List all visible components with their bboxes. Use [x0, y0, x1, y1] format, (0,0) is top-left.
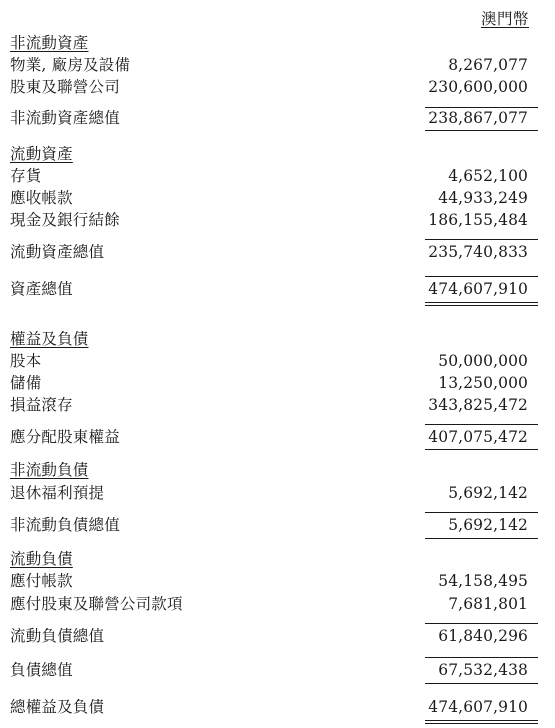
section-heading-non-current-liabilities	[0, 459, 555, 481]
line-item	[0, 165, 555, 187]
total-amount: 474,607,910	[428, 698, 528, 716]
line-item-label: 損益滾存	[10, 396, 73, 414]
line-item	[0, 394, 555, 416]
line-item-amount: 50,000,000	[438, 352, 528, 370]
subtotal-label: 應分配股東權益	[10, 428, 120, 446]
subtotal-rule	[425, 512, 538, 513]
line-item-label: 現金及銀行結餘	[10, 211, 120, 229]
total-label: 負債總值	[10, 661, 73, 679]
line-item-label: 應付帳款	[10, 572, 73, 590]
line-item-label: 股東及聯營公司	[10, 78, 120, 96]
total-amount: 67,532,438	[438, 661, 528, 679]
line-item-label: 存貨	[10, 167, 42, 185]
line-item-amount: 5,692,142	[448, 484, 528, 502]
line-item-amount: 13,250,000	[438, 374, 528, 392]
currency-header: 澳門幣	[480, 10, 529, 28]
total-amount: 474,607,910	[428, 280, 528, 298]
subtotal-non-current-assets	[0, 107, 555, 129]
line-item-label: 退休福利預提	[10, 484, 105, 502]
total-equity-and-liabilities	[0, 696, 555, 718]
line-item-amount: 8,267,077	[448, 56, 528, 74]
total-liabilities	[0, 659, 555, 681]
subtotal-amount: 238,867,077	[428, 109, 528, 127]
line-item-amount: 343,825,472	[428, 396, 528, 414]
section-heading-label: 權益及負債	[10, 330, 89, 348]
line-item-amount: 230,600,000	[428, 78, 528, 96]
total-label: 總權益及負債	[10, 698, 105, 716]
subtotal-amount: 61,840,296	[438, 627, 528, 645]
line-item-label: 儲備	[10, 374, 42, 392]
line-item	[0, 593, 555, 615]
subtotal-label: 流動負債總值	[10, 627, 105, 645]
subtotal-label: 非流動負債總值	[10, 516, 120, 534]
subtotal-underline	[425, 538, 538, 539]
total-underline	[425, 683, 538, 684]
subtotal-current-assets	[0, 241, 555, 263]
subtotal-underline	[425, 449, 538, 450]
line-item-amount: 54,158,495	[438, 572, 528, 590]
section-heading-label: 非流動資產	[10, 34, 89, 52]
subtotal-label: 流動資產總值	[10, 243, 105, 261]
line-item-label: 應收帳款	[10, 189, 73, 207]
line-item	[0, 54, 555, 76]
subtotal-rule	[425, 239, 538, 240]
line-item	[0, 187, 555, 209]
line-item	[0, 482, 555, 504]
line-item	[0, 372, 555, 394]
subtotal-amount: 407,075,472	[428, 428, 528, 446]
line-item-label: 物業, 廠房及設備	[10, 56, 131, 74]
subtotal-amount: 5,692,142	[448, 516, 528, 534]
line-item-amount: 44,933,249	[438, 189, 528, 207]
line-item-amount: 7,681,801	[448, 595, 528, 613]
total-label: 資產總值	[10, 280, 73, 298]
subtotal-underline	[425, 130, 538, 131]
subtotal-rule	[425, 424, 538, 425]
total-double-rule	[425, 302, 538, 306]
section-heading-label: 流動資產	[10, 145, 73, 163]
section-heading-current-liabilities	[0, 548, 555, 570]
line-item	[0, 76, 555, 98]
line-item	[0, 209, 555, 231]
total-rule	[425, 276, 538, 277]
line-item-amount: 186,155,484	[428, 211, 528, 229]
section-heading-label: 非流動負債	[10, 461, 89, 479]
line-item-label: 股本	[10, 352, 42, 370]
line-item-amount: 4,652,100	[448, 167, 528, 185]
line-item	[0, 350, 555, 372]
section-heading-non-current-assets	[0, 32, 555, 54]
subtotal-label: 非流動資產總值	[10, 109, 120, 127]
subtotal-current-liabilities	[0, 625, 555, 647]
total-assets	[0, 278, 555, 300]
section-heading-label: 流動負債	[10, 550, 73, 568]
line-item	[0, 570, 555, 592]
subtotal-equity	[0, 426, 555, 448]
grand-total-double-rule	[425, 720, 538, 724]
total-rule	[425, 657, 538, 658]
section-heading-equity	[0, 328, 555, 350]
subtotal-amount: 235,740,833	[428, 243, 528, 261]
subtotal-non-current-liabilities	[0, 514, 555, 536]
line-item-label: 應付股東及聯營公司款項	[10, 595, 183, 613]
subtotal-rule	[425, 623, 538, 624]
section-heading-current-assets	[0, 143, 555, 165]
